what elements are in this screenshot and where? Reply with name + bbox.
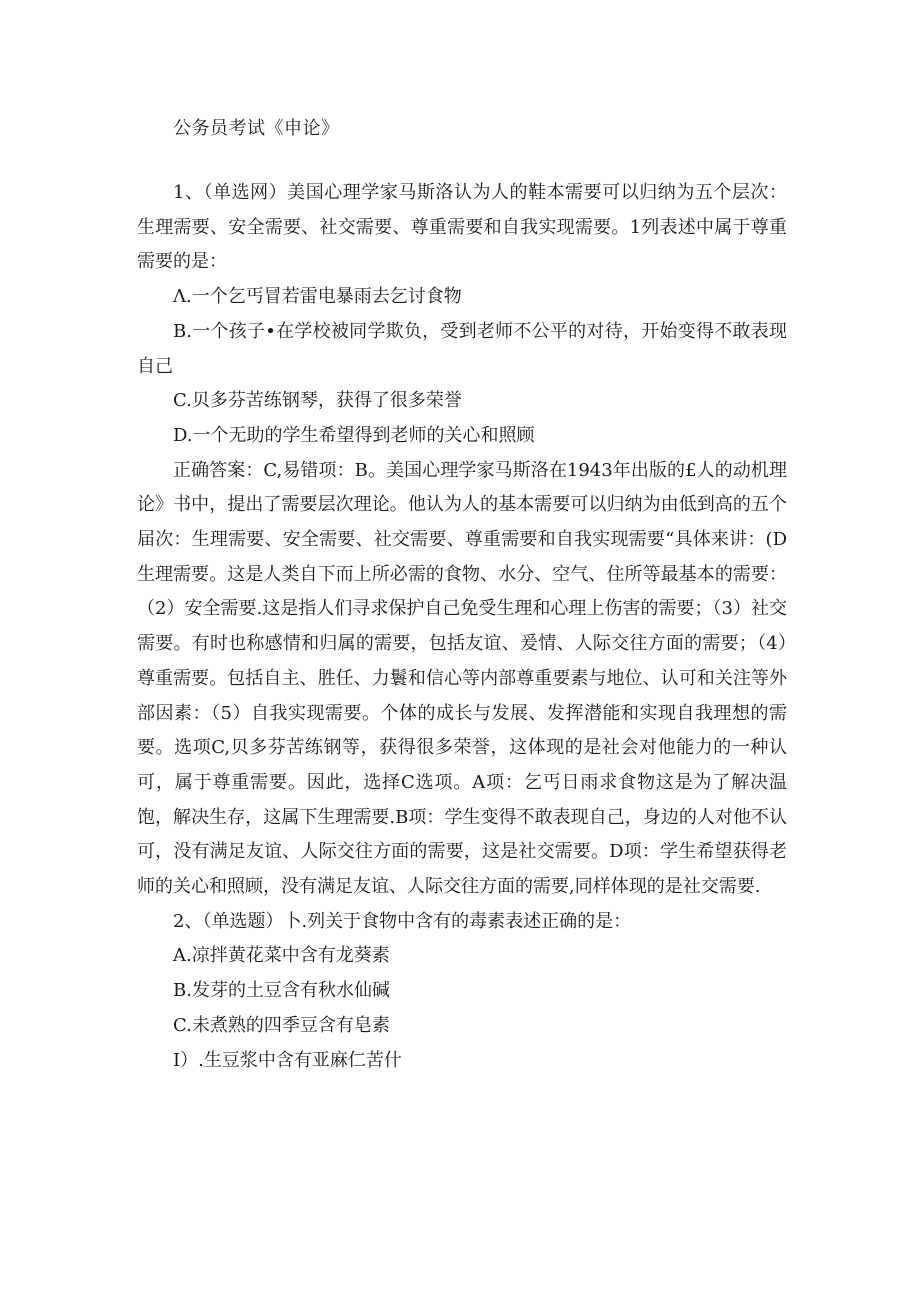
document-body — [137, 176, 787, 1078]
question-1-option-b: B.一个孩子•在学校被同学欺负，受到老师不公平的对待，开始变得不敢表现自己 — [137, 320, 787, 377]
document-title: 公务员考试《申论》 — [173, 118, 340, 139]
question-2-option-a: A.凉拌黄花菜中含有龙葵素 — [173, 945, 390, 967]
question-2-option-d: I）.生豆浆中含有亚麻仁苦什 — [173, 1049, 402, 1071]
question-1-option-a: Λ.一个乞丐冒若雷电暴雨去乞讨食物 — [173, 286, 462, 308]
question-1-option-d: D.一个无助的学生希望得到老师的关心和照顾 — [173, 424, 535, 446]
question-2-stem: 2、（单选题）卜.列关于食物中含有的毒素表述正确的是： — [173, 910, 632, 932]
question-2-option-c: C.未煮熟的四季豆含有皂素 — [173, 1014, 390, 1036]
question-1-option-c: C.贝多芬苦练钢琴，获得了很多荣誉 — [173, 390, 462, 412]
question-1-stem: 1、（单选网）美国心理学家马斯洛认为人的鞋本需要可以归纳为五个层次：生理需要、安全需要、社交需要、尊重需要和自我实现需要。1列表述中属于尊重需要的是： — [137, 182, 787, 273]
question-2-option-b: B.发芽的土豆含有秋水仙碱 — [173, 980, 390, 1002]
question-1-answer-explanation: 正确答案：C,易错项：B。美国心理学家马斯洛在1943年出版的£人的动机理论》书中，提出了需要层次理论。他认为人的基本需要可以归纳为由低到高的五个届次：生理需要、安全需要、社交需要、尊重需要和自我实现需要“具体来讲：(D生理需要。这是人类自下而上所必需的食物、水分、空气、住所等最基本的需要：（2）安全需要.这是指人们寻求保护自己免受生理和心理上伤害的需要；（3）社交需要。有时也称感情和归属的需要，包括友谊、爰情、人际交往方面的需要；（4）尊重需要。包括自主、胜任、力鬟和信心等内部尊重要素与地位、认可和关注等外部因素：（5）自我实现需要。个体的成长与发展、发挥潜能和实现自我理想的需要。选项C,贝多芬苦练钢等，获得很多荣誉，这体现的是社会对他能力的一种认可，属于尊重需要。因此，选择C选项。A项：乞丐日雨求食物这是为了解决温饱，解决生存，这属下生理需要.B项：学生变得不敢表现自己，身边的人对他不认可，没有满足友谊、人际交往方面的需要，这是社交需要。D项：学生希望获得老师的关心和照顾，没有满足友谊、人际交往方面的需要,同样体现的是社交需要. — [137, 459, 787, 898]
